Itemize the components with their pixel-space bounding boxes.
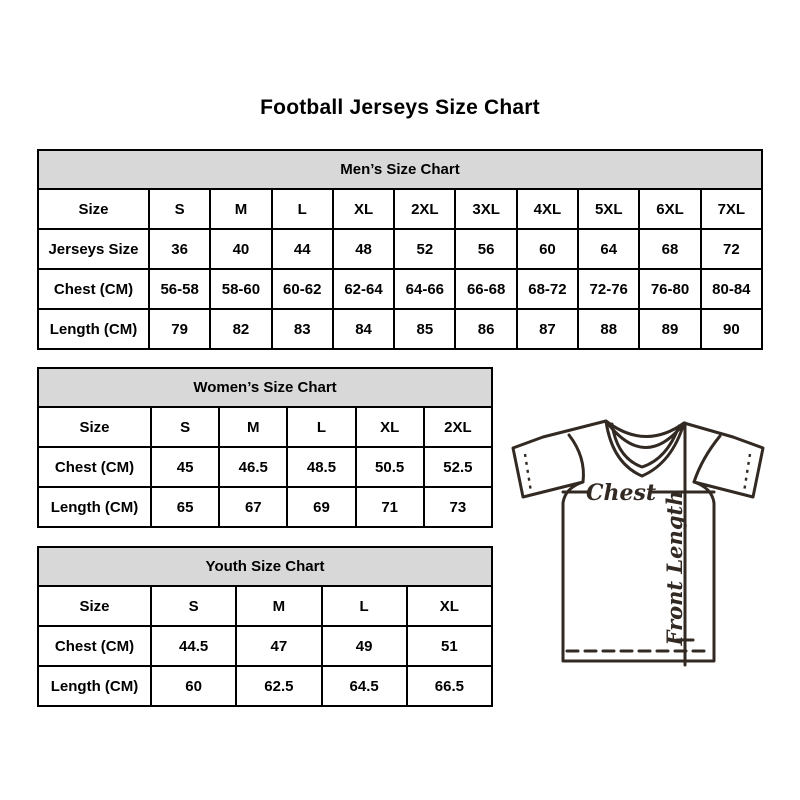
table-cell: 79 bbox=[149, 309, 210, 349]
table-cell: 68 bbox=[639, 229, 700, 269]
table-header-band-row bbox=[38, 547, 492, 586]
table-row bbox=[38, 586, 492, 626]
table-cell: S bbox=[151, 586, 236, 626]
jersey-outline bbox=[513, 421, 763, 661]
table-cell: 71 bbox=[356, 487, 424, 527]
front-length-measure-label: Front Length bbox=[662, 490, 687, 646]
table-cell: 49 bbox=[322, 626, 407, 666]
mens-table-title: Men’s Size Chart bbox=[38, 150, 762, 189]
table-cell: 58-60 bbox=[210, 269, 271, 309]
table-cell: 2XL bbox=[424, 407, 492, 447]
table-cell: 5XL bbox=[578, 189, 639, 229]
table-cell: 88 bbox=[578, 309, 639, 349]
table-header-band-row bbox=[38, 150, 762, 189]
table-cell: 64.5 bbox=[322, 666, 407, 706]
table-cell: 52 bbox=[394, 229, 455, 269]
table-cell: 40 bbox=[210, 229, 271, 269]
chest-measure-label: Chest bbox=[585, 480, 657, 506]
row-label-cell: Jerseys Size bbox=[38, 229, 149, 269]
table-cell: 73 bbox=[424, 487, 492, 527]
row-label-cell: Size bbox=[38, 189, 149, 229]
table-cell: 56-58 bbox=[149, 269, 210, 309]
table-cell: 87 bbox=[517, 309, 578, 349]
table-cell: XL bbox=[407, 586, 492, 626]
table-cell: 2XL bbox=[394, 189, 455, 229]
jersey-diagram bbox=[505, 413, 770, 671]
table-cell: L bbox=[287, 407, 355, 447]
table-cell: 64 bbox=[578, 229, 639, 269]
row-label-cell: Chest (CM) bbox=[38, 269, 149, 309]
table-cell: 44.5 bbox=[151, 626, 236, 666]
row-label-cell: Size bbox=[38, 407, 151, 447]
table-cell: M bbox=[210, 189, 271, 229]
womens-table-title: Women’s Size Chart bbox=[38, 368, 492, 407]
table-cell: 50.5 bbox=[356, 447, 424, 487]
table-cell: 52.5 bbox=[424, 447, 492, 487]
table-cell: 72-76 bbox=[578, 269, 639, 309]
table-cell: 6XL bbox=[639, 189, 700, 229]
table-cell: 66-68 bbox=[455, 269, 516, 309]
table-cell: 72 bbox=[701, 229, 762, 269]
table-row bbox=[38, 626, 492, 666]
table-cell: 51 bbox=[407, 626, 492, 666]
youth-table-title: Youth Size Chart bbox=[38, 547, 492, 586]
table-cell: 3XL bbox=[455, 189, 516, 229]
table-cell: 65 bbox=[151, 487, 219, 527]
table-cell: 36 bbox=[149, 229, 210, 269]
row-label-cell: Length (CM) bbox=[38, 487, 151, 527]
row-label-cell: Length (CM) bbox=[38, 309, 149, 349]
table-cell: 47 bbox=[236, 626, 321, 666]
table-cell: S bbox=[151, 407, 219, 447]
table-cell: 68-72 bbox=[517, 269, 578, 309]
table-cell: 86 bbox=[455, 309, 516, 349]
table-cell: 62-64 bbox=[333, 269, 394, 309]
table-cell: 60 bbox=[517, 229, 578, 269]
sleeve-stitch-left bbox=[525, 454, 531, 492]
table-cell: 67 bbox=[219, 487, 287, 527]
table-cell: 83 bbox=[272, 309, 333, 349]
table-cell: 76-80 bbox=[639, 269, 700, 309]
youth-size-table bbox=[37, 546, 493, 707]
table-cell: 45 bbox=[151, 447, 219, 487]
table-cell: 66.5 bbox=[407, 666, 492, 706]
table-row bbox=[38, 189, 762, 229]
table-row bbox=[38, 309, 762, 349]
table-cell: 48.5 bbox=[287, 447, 355, 487]
table-cell: M bbox=[219, 407, 287, 447]
row-label-cell: Length (CM) bbox=[38, 666, 151, 706]
table-header-band-row bbox=[38, 368, 492, 407]
row-label-cell: Size bbox=[38, 586, 151, 626]
table-cell: 60-62 bbox=[272, 269, 333, 309]
table-row bbox=[38, 269, 762, 309]
table-cell: 82 bbox=[210, 309, 271, 349]
sleeve-stitch-right bbox=[744, 454, 750, 492]
table-cell: S bbox=[149, 189, 210, 229]
jersey-sleeve-seam-right bbox=[694, 436, 720, 482]
table-cell: 62.5 bbox=[236, 666, 321, 706]
table-row bbox=[38, 407, 492, 447]
table-cell: L bbox=[322, 586, 407, 626]
row-label-cell: Chest (CM) bbox=[38, 447, 151, 487]
table-cell: XL bbox=[333, 189, 394, 229]
table-cell: 56 bbox=[455, 229, 516, 269]
table-cell: 84 bbox=[333, 309, 394, 349]
row-label-cell: Chest (CM) bbox=[38, 626, 151, 666]
table-cell: L bbox=[272, 189, 333, 229]
table-cell: 85 bbox=[394, 309, 455, 349]
mens-size-table bbox=[37, 149, 763, 350]
table-row bbox=[38, 487, 492, 527]
table-cell: XL bbox=[356, 407, 424, 447]
table-cell: M bbox=[236, 586, 321, 626]
table-row bbox=[38, 229, 762, 269]
table-cell: 89 bbox=[639, 309, 700, 349]
table-cell: 4XL bbox=[517, 189, 578, 229]
table-cell: 64-66 bbox=[394, 269, 455, 309]
womens-size-table bbox=[37, 367, 493, 528]
table-cell: 80-84 bbox=[701, 269, 762, 309]
table-row bbox=[38, 666, 492, 706]
table-cell: 7XL bbox=[701, 189, 762, 229]
table-cell: 48 bbox=[333, 229, 394, 269]
jersey-sleeve-seam-left bbox=[569, 435, 583, 482]
table-cell: 60 bbox=[151, 666, 236, 706]
table-cell: 69 bbox=[287, 487, 355, 527]
table-row bbox=[38, 447, 492, 487]
table-cell: 46.5 bbox=[219, 447, 287, 487]
page-title: Football Jerseys Size Chart bbox=[260, 96, 540, 119]
table-cell: 44 bbox=[272, 229, 333, 269]
table-cell: 90 bbox=[701, 309, 762, 349]
